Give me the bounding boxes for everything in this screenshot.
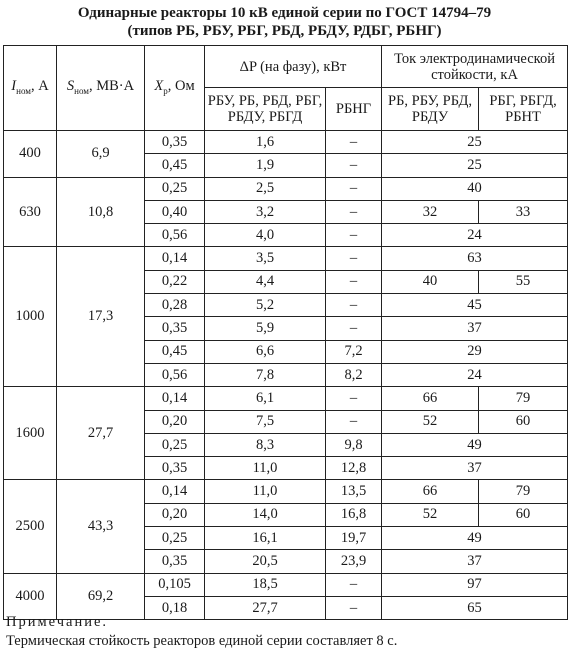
cell-dp1: 11,0: [205, 480, 326, 503]
cell-tok: 24: [382, 224, 568, 247]
cell-xr: 0,56: [145, 224, 205, 247]
cell-dp1: 1,9: [205, 154, 326, 177]
cell-xr: 0,20: [145, 410, 205, 433]
header-dp: ΔP (на фазу), кВт: [205, 46, 382, 88]
cell-tok: 37: [382, 550, 568, 573]
cell-dp2: 9,8: [326, 433, 382, 456]
table-row: [4, 177, 568, 200]
cell-snom: 69,2: [57, 573, 145, 620]
cell-xr: 0,22: [145, 270, 205, 293]
cell-dp2: 16,8: [326, 503, 382, 526]
cell-dp2: 8,2: [326, 363, 382, 386]
cell-dp2: –: [326, 410, 382, 433]
cell-dp1: 11,0: [205, 457, 326, 480]
cell-dp2: 23,9: [326, 550, 382, 573]
cell-tok2: 60: [479, 503, 568, 526]
cell-dp1: 4,0: [205, 224, 326, 247]
cell-xr: 0,28: [145, 294, 205, 317]
cell-tok1: 66: [382, 387, 479, 410]
cell-dp1: 16,1: [205, 527, 326, 550]
cell-inom: 1600: [4, 387, 57, 480]
cell-dp1: 3,5: [205, 247, 326, 270]
cell-inom: 630: [4, 177, 57, 247]
header-tok: Ток электродинамической стойкости, кА: [382, 46, 568, 88]
cell-dp2: –: [326, 596, 382, 619]
cell-tok: 49: [382, 527, 568, 550]
header-tok-col2: РБГ, РБГД, РБНТ: [479, 88, 568, 131]
cell-inom: 400: [4, 131, 57, 178]
cell-dp2: –: [326, 224, 382, 247]
cell-dp2: –: [326, 387, 382, 410]
cell-tok: 45: [382, 294, 568, 317]
cell-xr: 0,35: [145, 317, 205, 340]
cell-tok: 63: [382, 247, 568, 270]
cell-tok2: 79: [479, 480, 568, 503]
cell-tok1: 40: [382, 270, 479, 293]
cell-dp2: –: [326, 154, 382, 177]
cell-xr: 0,18: [145, 596, 205, 619]
cell-xr: 0,40: [145, 200, 205, 223]
cell-tok2: 79: [479, 387, 568, 410]
cell-dp2: –: [326, 177, 382, 200]
cell-xr: 0,14: [145, 387, 205, 410]
cell-tok2: 60: [479, 410, 568, 433]
cell-dp1: 6,6: [205, 340, 326, 363]
header-inom: $I_{ном}$, А: [4, 46, 57, 131]
cell-dp1: 3,2: [205, 200, 326, 223]
cell-xr: 0,25: [145, 433, 205, 456]
cell-xr: 0,45: [145, 154, 205, 177]
cell-xr: 0,14: [145, 480, 205, 503]
table-note: [6, 613, 397, 651]
cell-dp1: 7,8: [205, 363, 326, 386]
cell-dp1: 5,9: [205, 317, 326, 340]
header-tok-col1: РБ, РБУ, РБД, РБДУ: [382, 88, 479, 131]
cell-xr: 0,35: [145, 457, 205, 480]
cell-tok: 49: [382, 433, 568, 456]
table-row: [4, 247, 568, 270]
cell-dp1: 6,1: [205, 387, 326, 410]
cell-xr: 0,105: [145, 573, 205, 596]
cell-dp1: 18,5: [205, 573, 326, 596]
cell-xr: 0,35: [145, 550, 205, 573]
table-row: [4, 573, 568, 596]
cell-dp2: –: [326, 270, 382, 293]
cell-tok: 40: [382, 177, 568, 200]
note-text: Термическая стойкость реакторов единой серии составляет 8 с.: [6, 633, 398, 649]
cell-dp1: 20,5: [205, 550, 326, 573]
cell-xr: 0,20: [145, 503, 205, 526]
cell-snom: 17,3: [57, 247, 145, 387]
cell-dp2: –: [326, 317, 382, 340]
table-body: [4, 131, 568, 620]
cell-tok: 37: [382, 317, 568, 340]
cell-tok: 25: [382, 131, 568, 154]
cell-dp1: 2,5: [205, 177, 326, 200]
cell-dp1: 14,0: [205, 503, 326, 526]
cell-tok1: 52: [382, 410, 479, 433]
cell-tok1: 66: [382, 480, 479, 503]
table-row: [4, 131, 568, 154]
cell-inom: 4000: [4, 573, 57, 620]
cell-dp1: 1,6: [205, 131, 326, 154]
cell-xr: 0,35: [145, 131, 205, 154]
cell-snom: 6,9: [57, 131, 145, 178]
cell-dp2: 7,2: [326, 340, 382, 363]
header-dp-col2: РБНГ: [326, 88, 382, 131]
title-line-1: Одинарные реакторы 10 кВ единой серии по ГОСТ 14794–79: [77, 5, 492, 21]
cell-xr: 0,45: [145, 340, 205, 363]
cell-dp2: –: [326, 573, 382, 596]
cell-dp1: 27,7: [205, 596, 326, 619]
cell-dp1: 4,4: [205, 270, 326, 293]
cell-dp2: –: [326, 131, 382, 154]
cell-tok1: 52: [382, 503, 479, 526]
cell-tok: 65: [382, 596, 568, 619]
cell-tok: 25: [382, 154, 568, 177]
note-heading: Примечание.: [6, 614, 109, 630]
cell-dp2: –: [326, 200, 382, 223]
cell-tok: 37: [382, 457, 568, 480]
cell-dp2: 19,7: [326, 527, 382, 550]
cell-tok1: 32: [382, 200, 479, 223]
cell-dp1: 8,3: [205, 433, 326, 456]
cell-snom: 10,8: [57, 177, 145, 247]
cell-dp2: –: [326, 247, 382, 270]
cell-dp1: 5,2: [205, 294, 326, 317]
cell-snom: 43,3: [57, 480, 145, 573]
cell-inom: 2500: [4, 480, 57, 573]
cell-tok2: 55: [479, 270, 568, 293]
cell-dp2: –: [326, 294, 382, 317]
header-dp-col1: РБУ, РБ, РБД, РБГ, РБДУ, РБГД: [205, 88, 326, 131]
cell-dp1: 7,5: [205, 410, 326, 433]
cell-tok: 97: [382, 573, 568, 596]
table-row: [4, 387, 568, 410]
cell-xr: 0,25: [145, 527, 205, 550]
cell-tok: 29: [382, 340, 568, 363]
cell-dp2: 12,8: [326, 457, 382, 480]
header-snom: $S_{ном}$, МВ·А: [57, 46, 145, 131]
cell-inom: 1000: [4, 247, 57, 387]
document-title: [0, 0, 569, 40]
table-row: [4, 480, 568, 503]
cell-dp2: 13,5: [326, 480, 382, 503]
title-line-2: (типов РБ, РБУ, РБГ, РБД, РБДУ, РДБГ, РБНГ): [127, 23, 442, 39]
cell-xr: 0,56: [145, 363, 205, 386]
cell-tok: 24: [382, 363, 568, 386]
header-xr: $X_р$, Ом: [145, 46, 205, 131]
reactor-table: [3, 45, 568, 620]
cell-tok2: 33: [479, 200, 568, 223]
cell-snom: 27,7: [57, 387, 145, 480]
cell-xr: 0,25: [145, 177, 205, 200]
cell-xr: 0,14: [145, 247, 205, 270]
